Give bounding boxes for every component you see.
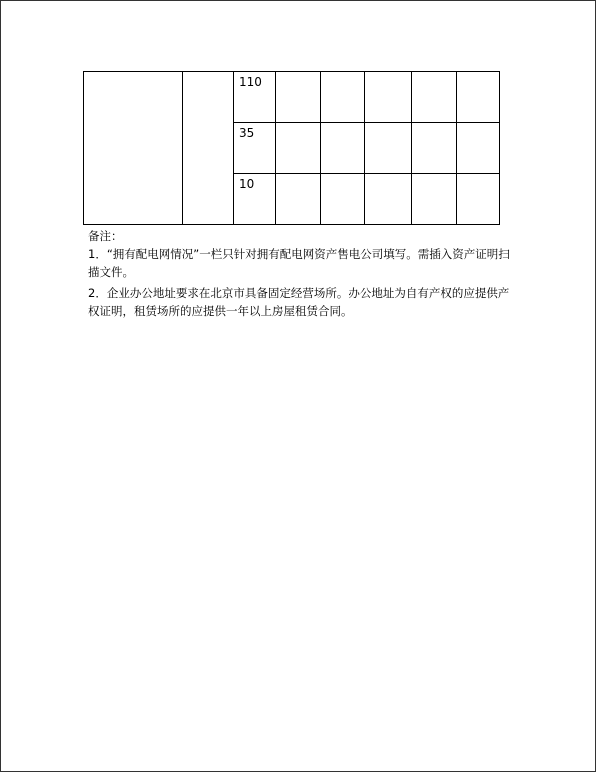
voltage-cell [234,72,276,123]
table-cell [365,174,412,225]
table-cell [276,72,321,123]
notes-heading: 备注： [88,229,123,243]
note-item-1: 1．“拥有配电网情况”一栏只针对拥有配电网资产售电公司填写。需插入资产证明扫描文件。 [88,247,510,279]
table-cell [276,123,321,174]
notes-section [88,227,518,320]
table-cell [321,174,365,225]
table-cell [365,123,412,174]
table-cell [321,72,365,123]
voltage-label: 110 [239,75,262,89]
voltage-label: 35 [239,126,255,140]
table-cell [321,123,365,174]
table-row [84,72,500,123]
voltage-cell [234,174,276,225]
note-item-2: 2．企业办公地址要求在北京市具备固定经营场所。办公地址为自有产权的应提供产权证明，租赁场所的应提供一年以上房屋租赁合同。 [88,286,510,318]
table-cell [457,174,500,225]
merged-cell [84,72,183,225]
voltage-cell [234,123,276,174]
distribution-network-table [83,71,500,225]
voltage-label: 10 [239,177,255,191]
table-cell [412,72,457,123]
table-cell [412,123,457,174]
table-cell [276,174,321,225]
table-cell [365,72,412,123]
table-cell [412,174,457,225]
table-cell [457,123,500,174]
merged-cell [183,72,234,225]
table-cell [457,72,500,123]
